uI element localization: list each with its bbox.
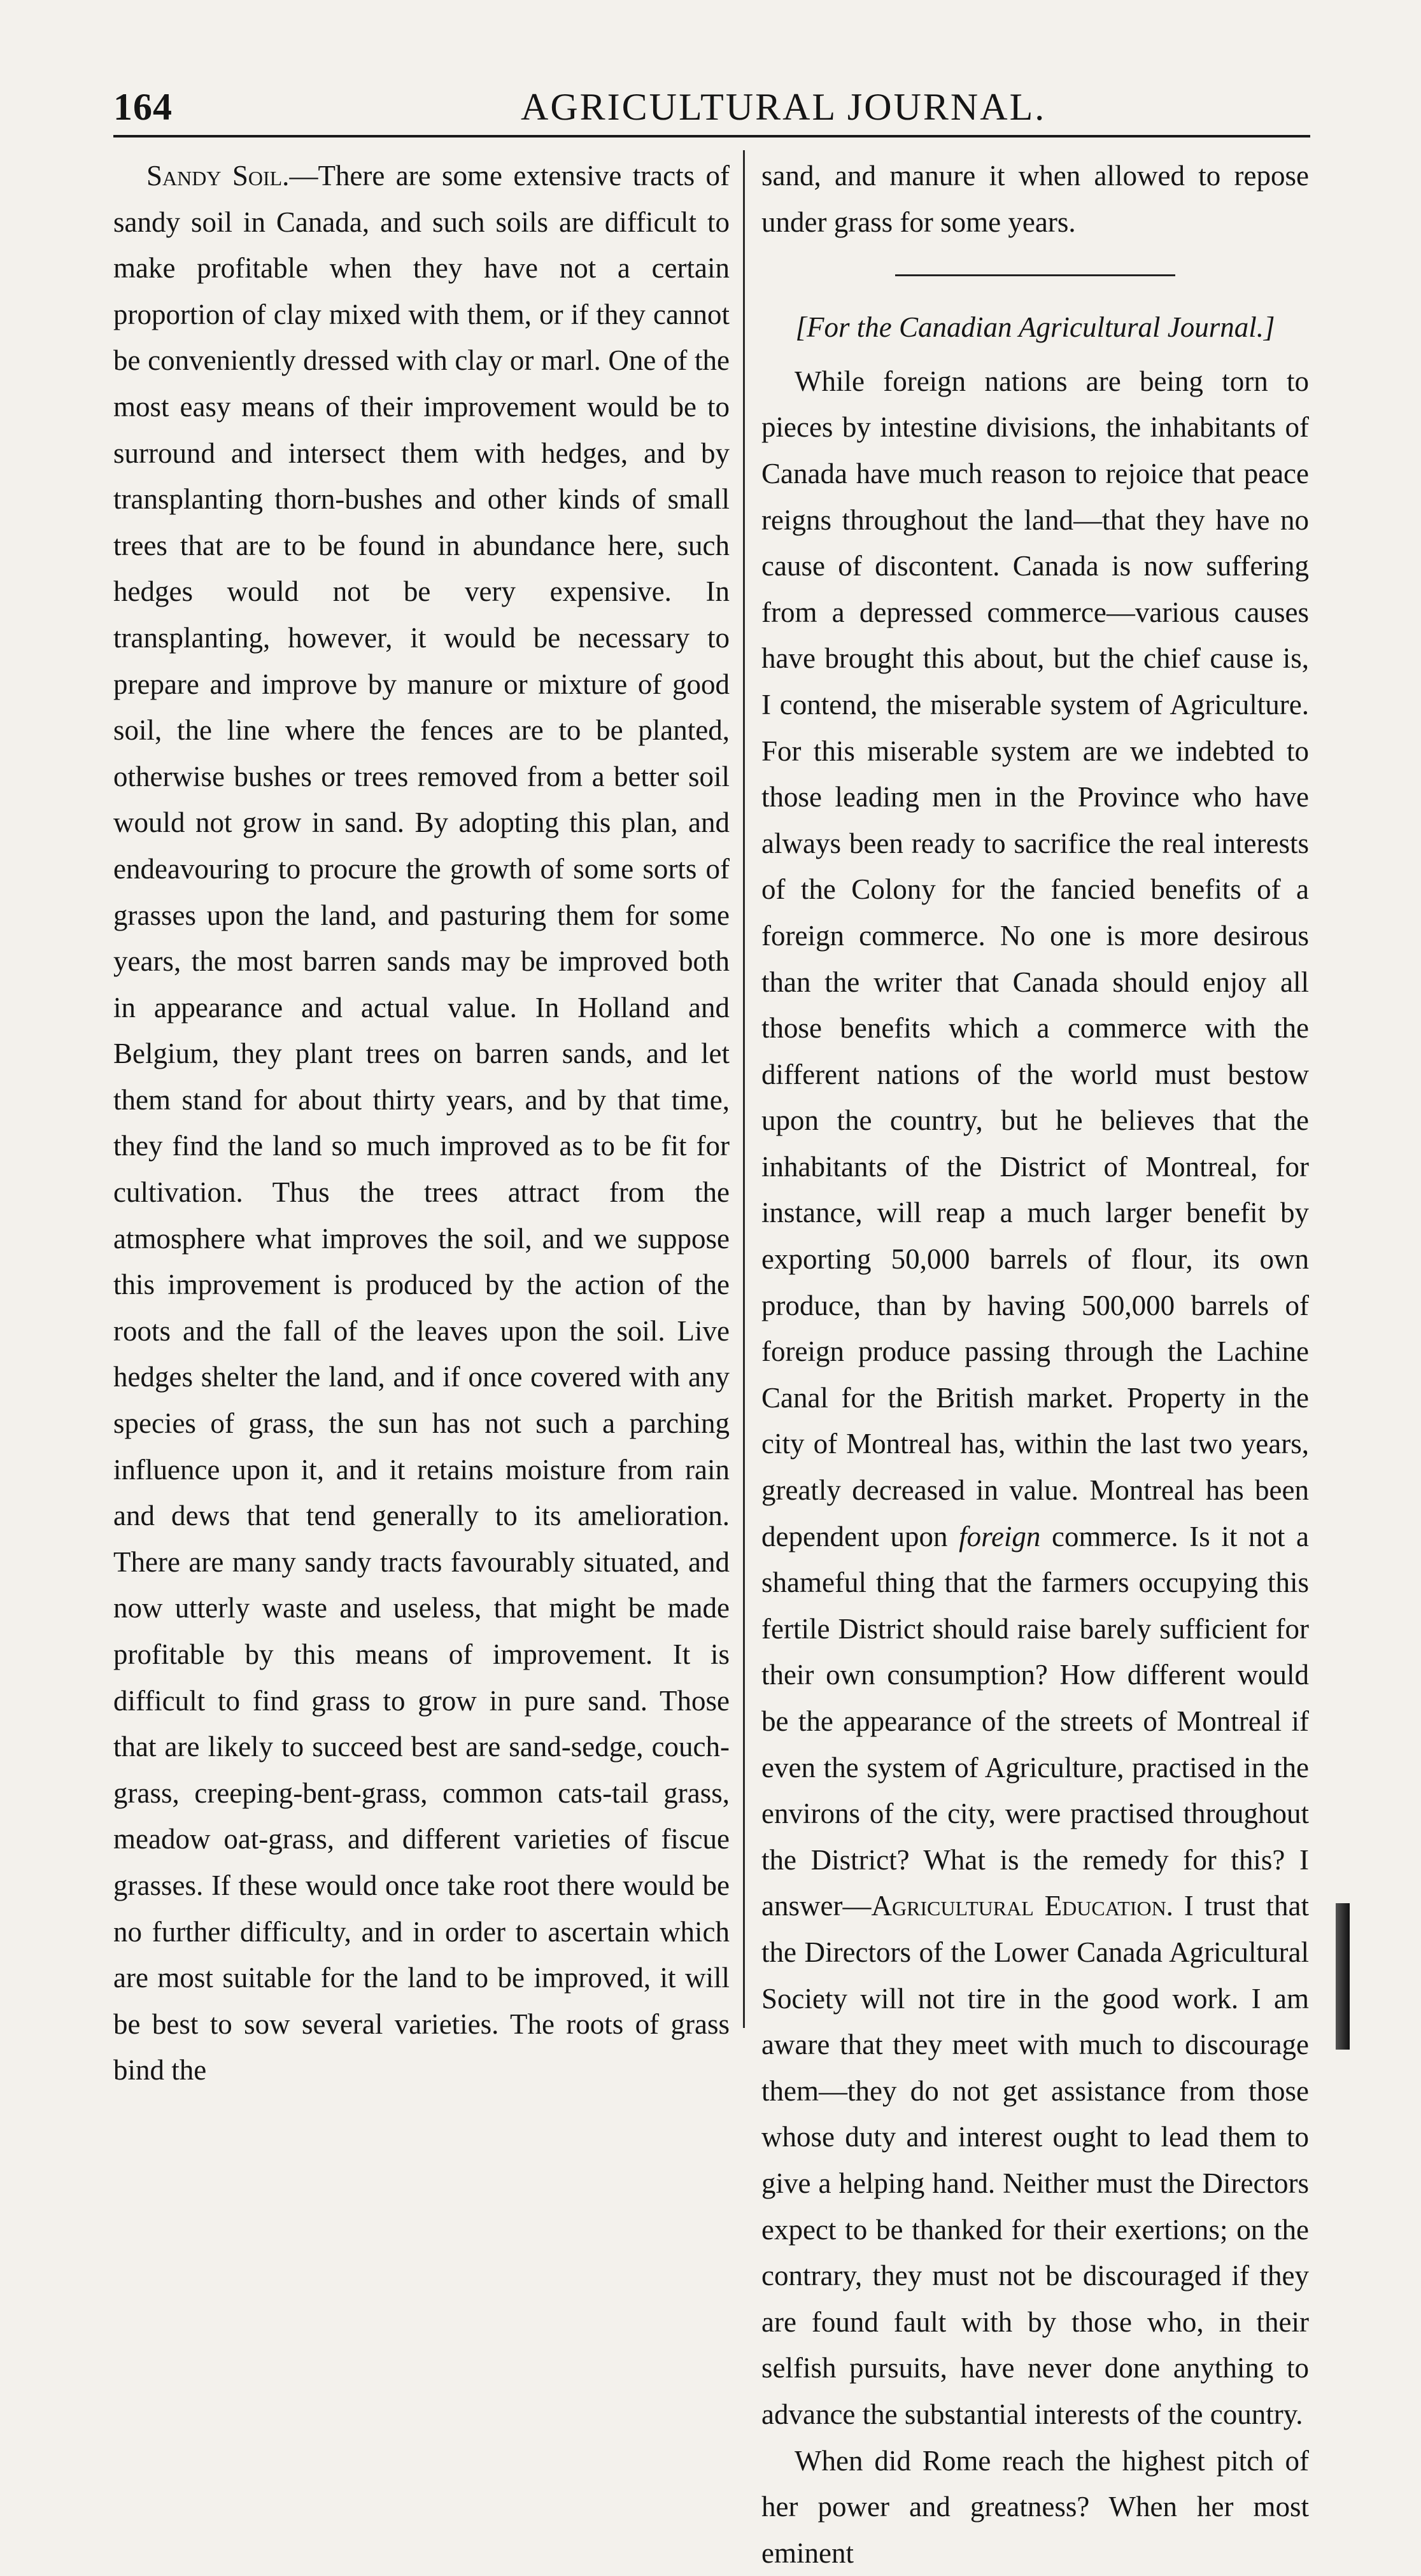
section-rule <box>895 274 1175 276</box>
running-title: AGRICULTURAL JOURNAL. <box>521 85 1046 129</box>
page-header <box>113 76 1310 140</box>
column-divider <box>743 150 745 2028</box>
letter-text-end: I trust that the Directors of the Lower Canada Agricultural Society will not tire in the good work. I am aware that they meet with much to discourage them—they do not get assistance from those whose duty and interest ought to lead them to give a helping hand. Neither must the Directors expect to be thanked for their exertions; on the contrary, they must not be discouraged if they are found fault with by those who, in their selfish pursuits, have never done anything to advance the substantial interests of the country. <box>761 1890 1309 2430</box>
page-edge-shadow <box>1336 1903 1350 2050</box>
letter-text-mid: commerce. Is it not a shameful thing that the farmers occupying this fertile District should raise barely sufficient for their own consumption? How different would be the appearance of the streets of Montreal if even the system of Agriculture, practised in the environs of the city, were practised throughout the District? What is the remedy for this? I answer— <box>761 1521 1309 1922</box>
sandy-soil-paragraph <box>113 153 730 2094</box>
byline: [For the Canadian Agricultural Journal.] <box>761 304 1309 351</box>
right-column <box>761 153 1309 2576</box>
continued-text: sand, and manure it when allowed to repose under grass for some years. <box>761 153 1309 245</box>
article-body: —There are some extensive tracts of sandy soil in Canada, and such soils are difficult to make profitable when they have not a certain proportion of clay mixed with them, or if they cannot be conveniently dressed with clay or marl. One of the most easy means of their improvement would be to surround and intersect them with hedges, and by transplanting thorn-bushes and other kinds of small trees that are to be found in abundance here, such hedges would not be very expensive. In transplanting, however, it would be necessary to prepare and improve by manure or mixture of good soil, the line where the fences are to be planted, otherwise bushes or trees removed from a better soil would not grow in sand. By adopting this plan, and endeavouring to procure the growth of some sorts of grasses upon the land, and pasturing them for some years, the most barren sands may be improved both in appearance and actual value. In Holland and Belgium, they plant trees on barren sands, and let them stand for about thirty years, and by that time, they find the land so much improved as to be fit for cultivation. Thus the trees attract from the atmosphere what improves the soil, and we suppose this improvement is produced by the action of the roots and the fall of the leaves upon the soil. Live hedges shelter the land, and if once covered with any species of grass, the sun has not such a parching influence upon it, and it retains moisture from rain and dews that tend generally to its amelioration. There are many sandy tracts favourably situated, and now utterly waste and useless, that might be made profitable by this means of improvement. It is difficult to find grass to grow in pure sand. Those that are likely to succeed best are sand-sedge, couch-grass, creeping-bent-grass, common cats-tail grass, meadow oat-grass, and different varieties of fiscue grasses. If these would once take root there would be no further difficulty, and in order to ascertain which are most suitable for the land to be improved, it will be best to sow several varieties. The roots of grass bind the <box>113 160 730 2086</box>
letter-paragraph-2: When did Rome reach the highest pitch of her power and greatness? When her most eminent <box>761 2438 1309 2576</box>
letter-paragraph-1 <box>761 358 1309 2438</box>
article-heading: Sandy Soil. <box>146 160 289 192</box>
italic-foreign: foreign <box>959 1521 1040 1552</box>
left-column <box>113 153 730 2094</box>
page-number: 164 <box>113 85 173 129</box>
header-rule <box>113 135 1310 137</box>
letter-text-start: While foreign nations are being torn to pieces by intestine divisions, the inhabitants of Canada have much reason to rejoice that peace reigns throughout the land—that they have no cause of discontent. Canada is now suffering from a depressed commerce—various causes have brought this about, but the chief cause is, I contend, the miserable system of Agriculture. For this miserable system are we indebted to those leading men in the Province who have always been ready to sacrifice the real interests of the Colony for the fancied benefits of a foreign commerce. No one is more desirous than the writer that Canada should enjoy all those benefits which a commerce with the different nations of the world must bestow upon the country, but he believes that the inhabitants of the District of Montreal, for instance, will reap a much larger benefit by exporting 50,000 barrels of flour, its own produce, than by having 500,000 barrels of foreign produce passing through the Lachine Canal for the British market. Property in the city of Montreal has, within the last two years, greatly decreased in value. Montreal has been dependent upon <box>761 365 1309 1552</box>
agricultural-education-emphasis: Agricultural Education. <box>871 1890 1173 1922</box>
